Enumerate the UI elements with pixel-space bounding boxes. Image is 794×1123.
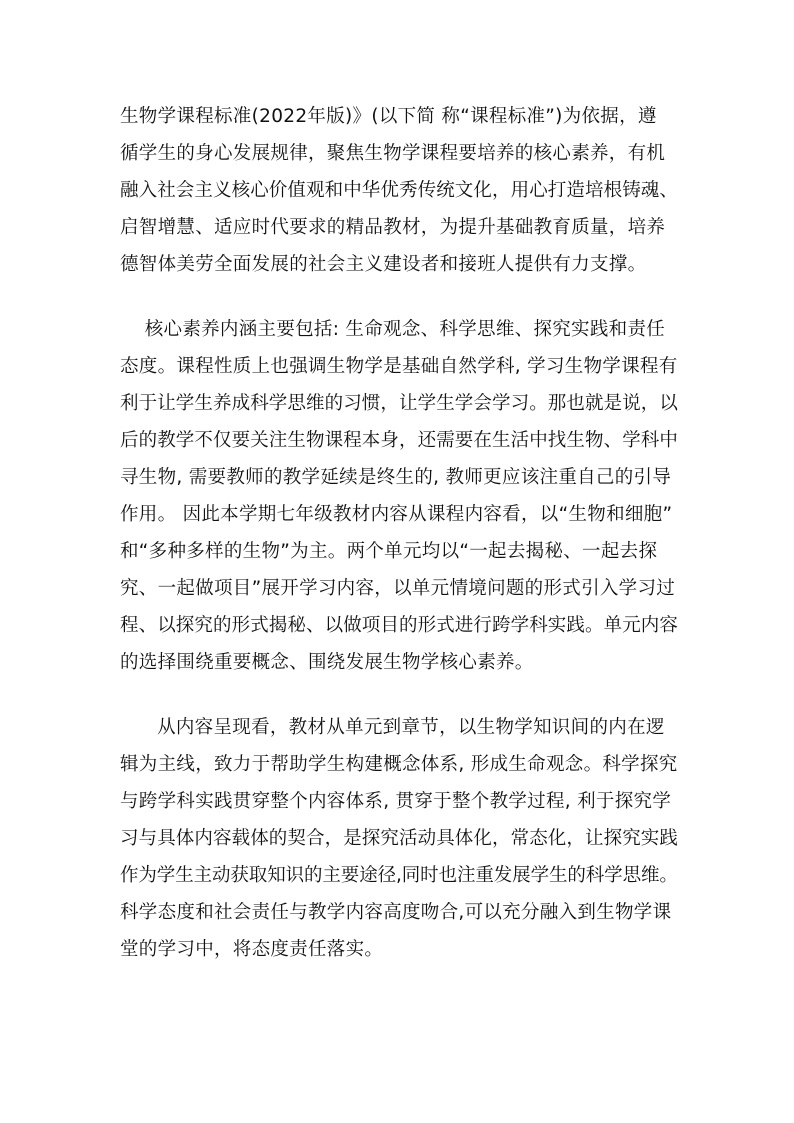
paragraph-2-line-7: 和“多种多样的生物”为主。两个单元均以“一起去揭秘、一起去探 [120, 541, 658, 562]
paragraph-3-line-7: 堂的学习中，将态度责任落实。 [120, 939, 384, 960]
paragraph-1-line-4: 启智增慧、适应时代要求的精品教材，为提升基础教育质量，培养 [120, 217, 666, 238]
paragraph-2-line-9: 程、以探究的形式揭秘、以做项目的形式进行跨学科实践。单元内容 [120, 615, 679, 636]
paragraph-2-line-5: 寻生物, 需要教师的教学延续是终生的, 教师更应该注重自己的引导 [120, 467, 672, 488]
paragraph-3-line-6: 科学态度和社会责任与教学内容高度吻合,可以充分融入到生物学课 [120, 902, 672, 923]
paragraph-1-line-2: 循学生的身心发展规律，聚焦生物学课程要培养的核心素养，有机 [120, 143, 666, 164]
paragraph-3-line-3: 与跨学科实践贯穿整个内容体系, 贯穿于整个教学过程, 利于探究学 [120, 791, 672, 812]
paragraph-2-line-8: 究、一起做项目”展开学习内容，以单元情境问题的形式引入学习过 [120, 578, 676, 599]
paragraph-3-line-1: 从内容呈现看，教材从单元到章节，以生物学知识间的内在逻 [120, 717, 665, 738]
paragraph-3-line-4: 习与具体内容载体的契合，是探究活动具体化，常态化，让探究实践 [120, 828, 679, 849]
paragraph-2-line-2: 态度。课程性质上也强调生物学是基础自然学科, 学习生物学课程有 [120, 356, 678, 377]
paragraph-2-line-6: 作用。 因此本学期七年级教材内容从课程内容看，以“生物和细胞” [120, 504, 673, 525]
paragraph-1-line-5: 德智体美劳全面发展的社会主义建设者和接班人提供有力支撑。 [120, 254, 647, 275]
paragraph-3-line-2: 辑为主线，致力于帮助学生构建概念体系, 形成生命观念。科学探究 [120, 754, 678, 775]
paragraph-2-line-10: 的选择围绕重要概念、围绕发展生物学核心素养。 [120, 652, 534, 673]
paragraph-1-line-3: 融入社会主义核心价值观和中华优秀传统文化，用心打造培根铸魂、 [120, 180, 679, 201]
paragraph-2-line-1: 核心素养内涵主要包括: 生命观念、科学思维、探究实践和责任 [120, 319, 666, 340]
paragraph-1-line-1: 生物学课程标准(2022年版)》(以下简 称“课程标准”)为依据，遵 [120, 106, 657, 127]
paragraph-2-line-4: 后的教学不仅要关注生物课程本身，还需要在生活中找生物、学科中 [120, 430, 679, 451]
paragraph-3-line-5: 作为学生主动获取知识的主要途径,同时也注重发展学生的科学思维。 [120, 865, 678, 886]
paragraph-2-line-3: 利于让学生养成科学思维的习惯，让学生学会学习。那也就是说，以 [120, 393, 679, 414]
